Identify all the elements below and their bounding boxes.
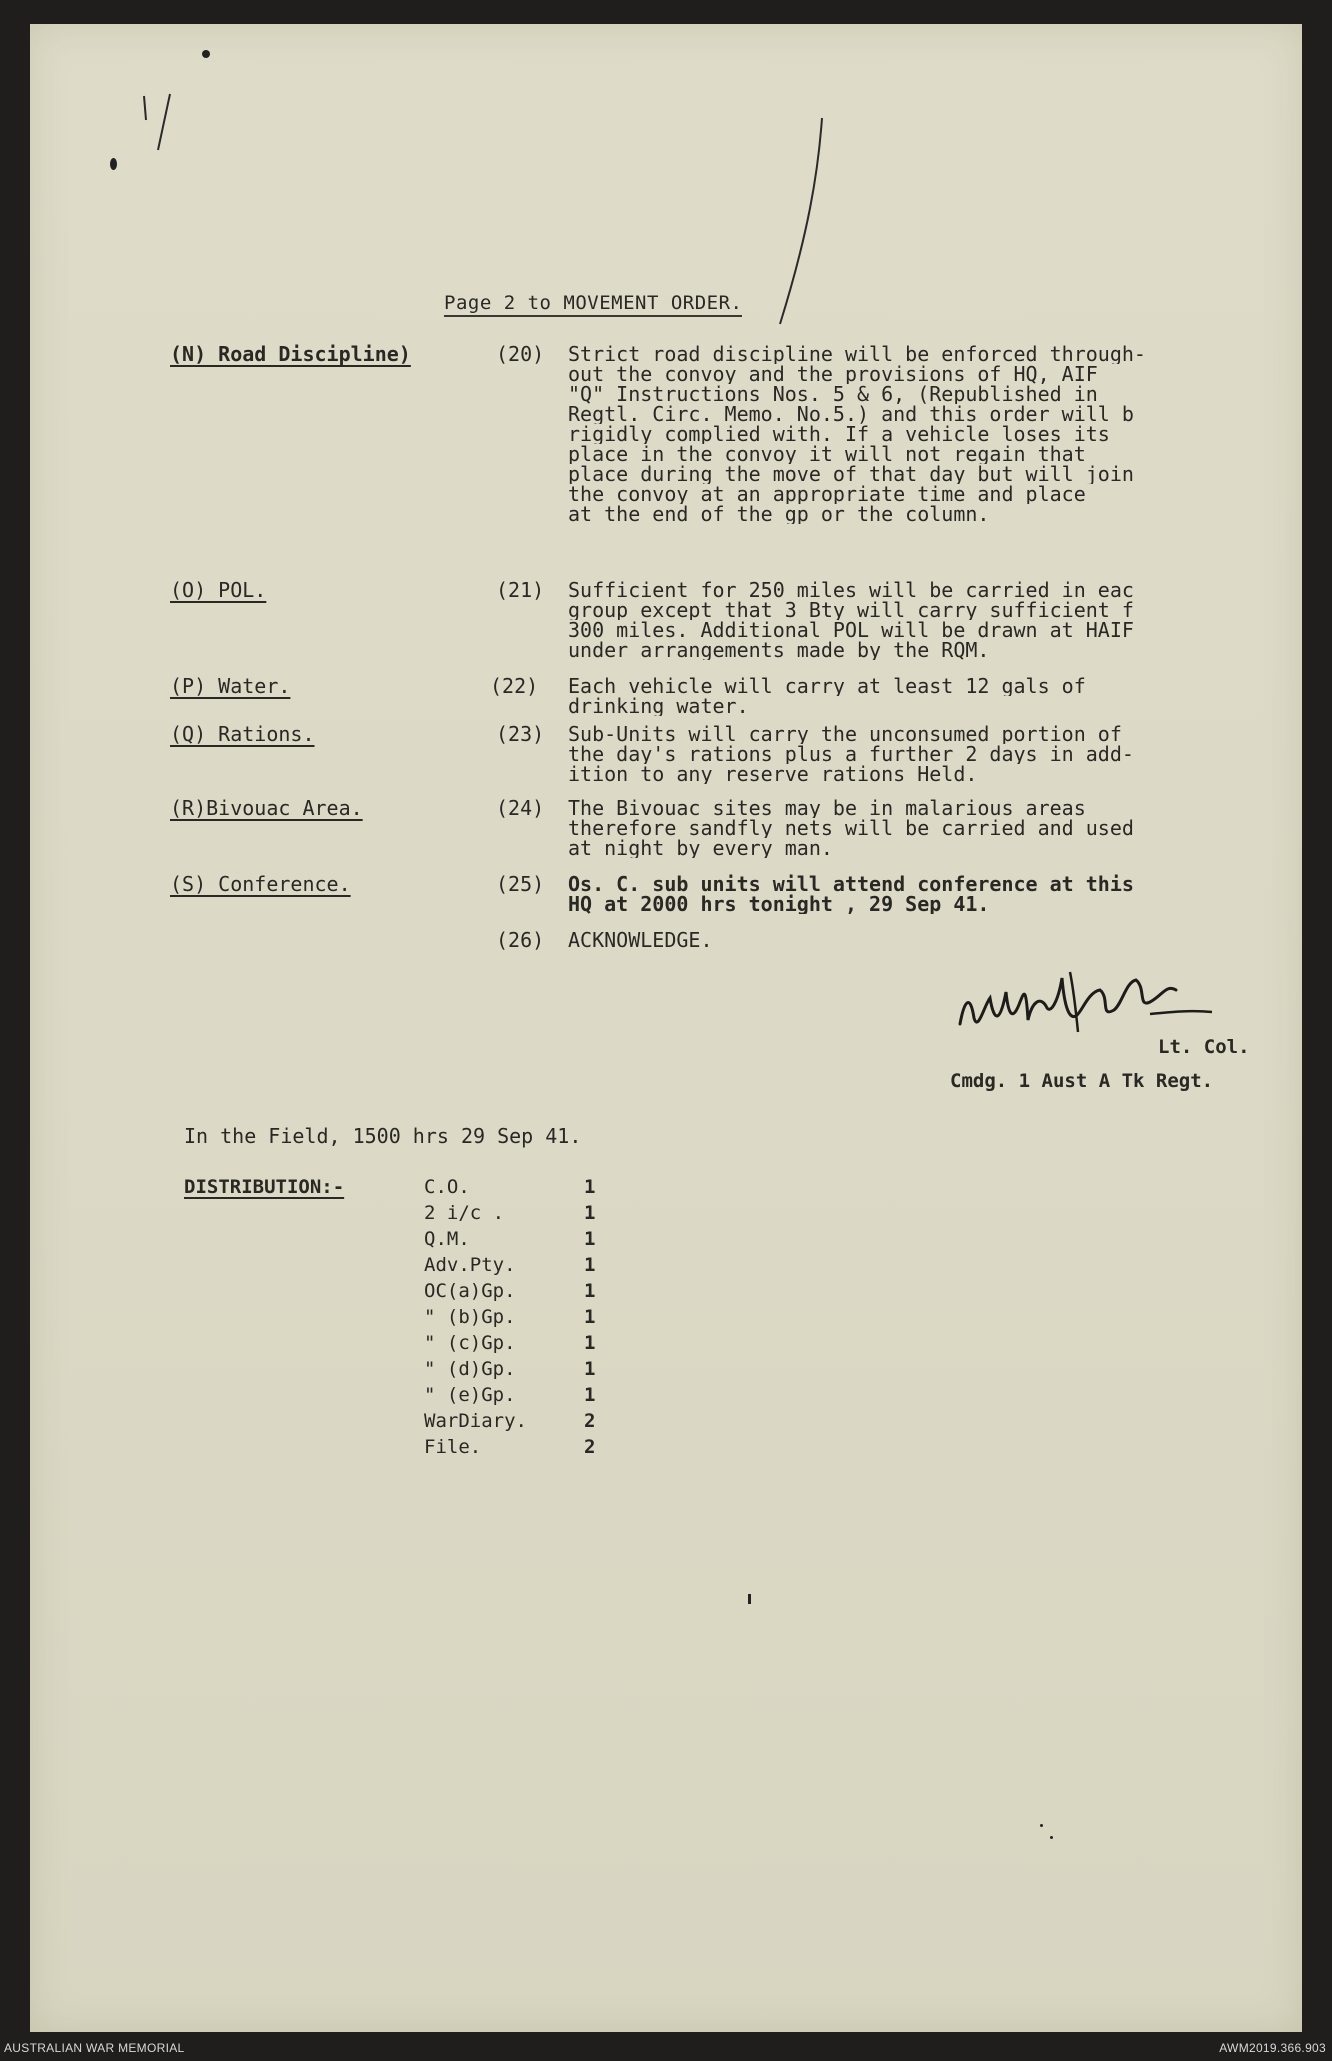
- body-line: ACKNOWLEDGE.: [568, 930, 713, 950]
- body-line: at night by every man.: [568, 838, 833, 858]
- ink-speck: [748, 1594, 751, 1604]
- section-number: (23): [496, 722, 545, 746]
- section-heading: (O) POL.: [170, 578, 267, 602]
- ink-speck: [1050, 1836, 1053, 1839]
- section-heading: (N) Road Discipline): [170, 342, 411, 366]
- body-line: drinking water.: [568, 696, 749, 716]
- section-heading: (P) Water.: [170, 674, 291, 698]
- section-heading: (S) Conference.: [170, 872, 351, 896]
- body-line: Os. C. sub units will attend conference at this: [568, 874, 1134, 894]
- body-line: out the convoy and the provisions of HQ, AIF: [568, 364, 1098, 384]
- distribution-label: DISTRIBUTION:-: [184, 1176, 345, 1198]
- section-number: (24): [496, 796, 545, 820]
- body-line: ition to any reserve rations Held.: [568, 764, 978, 784]
- ink-mark: [202, 50, 210, 58]
- ink-speck: [1040, 1824, 1043, 1827]
- section-body: [568, 874, 1288, 914]
- body-line: Sufficient for 250 miles will be carried in eac: [568, 580, 1134, 600]
- section-number: (22): [490, 674, 539, 698]
- field-date-line: In the Field, 1500 hrs 29 Sep 41.: [184, 1124, 582, 1148]
- body-line: at the end of the gp or the column.: [568, 504, 990, 524]
- body-line: group except that 3 Bty will carry sufficient f: [568, 600, 1134, 620]
- body-line: the day's rations plus a further 2 days in add-: [568, 744, 1134, 764]
- body-line: under arrangements made by the RQM.: [568, 640, 990, 660]
- body-line: Each vehicle will carry at least 12 gals of: [568, 676, 1086, 696]
- section-body: [568, 580, 1288, 660]
- archive-footer: [0, 2035, 1332, 2061]
- section-number: (25): [496, 872, 545, 896]
- footer-archive-name: AUSTRALIAN WAR MEMORIAL: [4, 2041, 185, 2055]
- body-line: rigidly complied with. If a vehicle loses its: [568, 424, 1110, 444]
- pen-stroke: [760, 114, 840, 334]
- section-number: (21): [496, 578, 545, 602]
- section-body: [568, 724, 1288, 784]
- section-heading: (R)Bivouac Area.: [170, 796, 363, 820]
- body-line: Regtl. Circ. Memo. No.5.) and this order will b: [568, 404, 1134, 424]
- ink-mark: [110, 158, 117, 170]
- body-line: The Bivouac sites may be in malarious areas: [568, 798, 1086, 818]
- section-number: (26): [496, 928, 545, 952]
- section-number: (20): [496, 342, 545, 366]
- body-line: HQ at 2000 hrs tonight , 29 Sep 41.: [568, 894, 990, 914]
- section-body: [568, 930, 1288, 950]
- section-body: [568, 676, 1288, 716]
- section-heading: (Q) Rations.: [170, 722, 315, 746]
- signatory-unit: Cmdg. 1 Aust A Tk Regt.: [950, 1070, 1214, 1092]
- document-page: Page 2 to MOVEMENT ORDER. (N) Road Discipline) (20) Strict road discipline will be enforced through- out the convoy and the provisions of HQ, AIF "Q" Instructions Nos. 5 & 6, (Republished in Regtl. Circ. Memo. No.5.) and this order will b rigidly complied with. If a vehicle loses its place in the convoy it will not regain that place during the move of that day but will join the convoy at an appropriate time and place at the end of the gp or the column. (O) POL. (21) Sufficient for 250 miles will be carried in eac group except that 3 Bty will carry sufficient f 300 miles. Additional POL will be drawn at HAIF under arrangements made by the RQM. (P) Water. (22) Each vehicle will carry at least 12 gals of drinking water. (Q) Rations. (23) Sub-Units will carry the unconsumed portion of the day's rations plus a further 2 days in add- ition to any reserve rations Held. (R)Bivouac Area. (24) The Bivouac sites may be in malarious areas therefore sandfly nets will be carried and used at night by every man. (S) Conference. (25) Os. C. sub units will attend conference at this HQ at 2000 hrs tonight , 29 Sep 41. (26) ACKNOWLEDGE. Lt. Col. Cmdg. 1 Aust A Tk Regt. In the Field, 1500 hrs 29 Sep 41. DISTRIBUTION:- C.O. 1 2 i/c . 1 Q.M. 1 Adv.Pty. 1 OC(a)Gp. 1 " (b)Gp. 1 " (c)Gp. 1 " (d)Gp. 1 " (e)Gp. 1 WarDiary. 2 File. 2: [30, 24, 1302, 2032]
- body-line: 300 miles. Additional POL will be drawn at HAIF: [568, 620, 1134, 640]
- section-body: [568, 798, 1288, 858]
- signatory-rank: Lt. Col.: [1158, 1036, 1250, 1058]
- body-line: Sub-Units will carry the unconsumed portion of: [568, 724, 1122, 744]
- body-line: "Q" Instructions Nos. 5 & 6, (Republished in: [568, 384, 1098, 404]
- page-title: Page 2 to MOVEMENT ORDER.: [444, 292, 742, 317]
- body-line: place during the move of that day but will join: [568, 464, 1134, 484]
- body-line: Strict road discipline will be enforced through-: [568, 344, 1146, 364]
- body-line: the convoy at an appropriate time and place: [568, 484, 1086, 504]
- footer-accession-id: AWM2019.366.903: [1219, 2041, 1326, 2055]
- section-body: [568, 344, 1288, 524]
- body-line: place in the convoy it will not regain that: [568, 444, 1086, 464]
- body-line: therefore sandfly nets will be carried and used: [568, 818, 1134, 838]
- pen-tick: [130, 90, 190, 160]
